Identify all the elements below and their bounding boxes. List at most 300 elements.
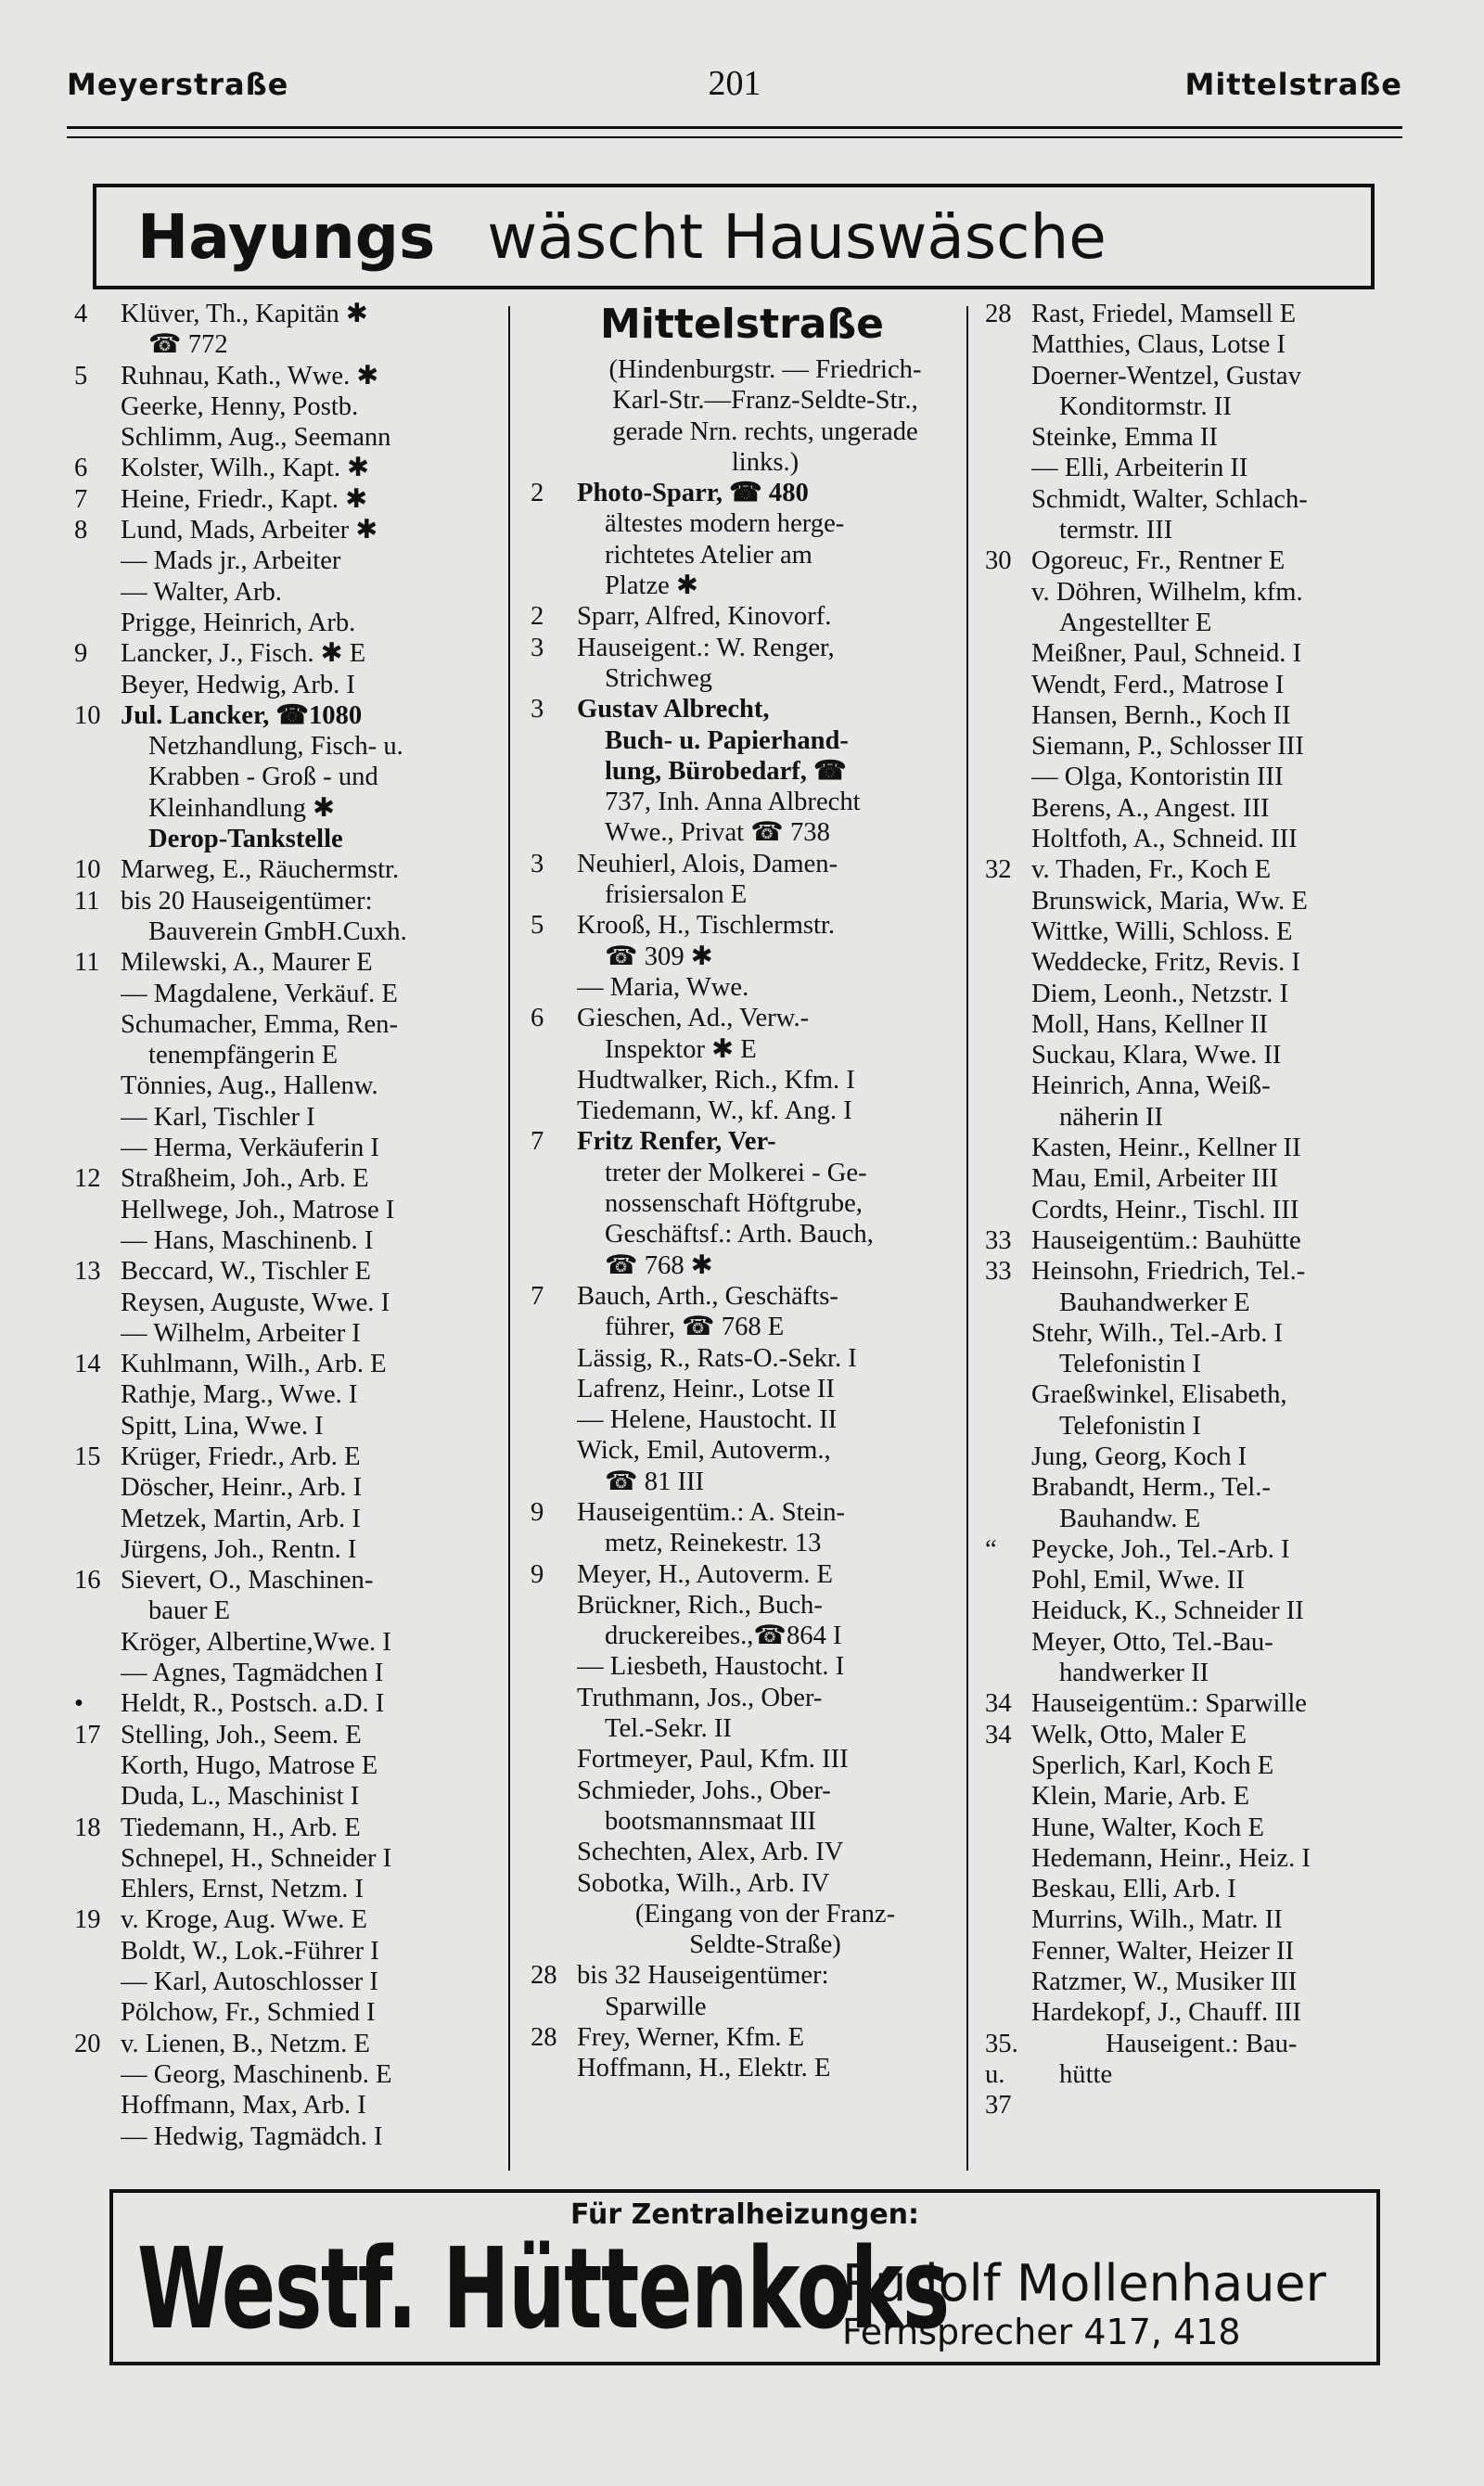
directory-entry: [531, 1374, 953, 1404]
directory-entry: [985, 1843, 1402, 1874]
entry-text: — Magdalene, Verkäuf. E: [121, 979, 398, 1008]
entry-text: Schlimm, Aug., Seemann: [121, 423, 391, 453]
top-advertisement: [93, 184, 1375, 289]
entry-text: Truthmann, Jos., Ober-: [577, 1683, 823, 1712]
house-number: 3: [531, 633, 544, 662]
entry-text: Krüger, Friedr., Arb. E: [121, 1442, 361, 1471]
directory-entry: [531, 663, 953, 694]
directory-entry: [74, 1534, 492, 1565]
entry-text: Bauverein GmbH.Cuxh.: [148, 916, 407, 946]
directory-entry: [74, 1009, 492, 1040]
directory-entry: [985, 1070, 1402, 1101]
directory-entry: [985, 2059, 1402, 2090]
entry-text: Diem, Leonh., Netzstr. I: [1031, 979, 1289, 1008]
directory-entry: [985, 1534, 1402, 1565]
directory-entry: [531, 910, 953, 941]
entry-text: — Karl, Autoschlosser I: [121, 1967, 378, 1997]
house-number: 2: [531, 479, 544, 508]
entry-text: Bauhandwerker E: [1059, 1288, 1250, 1317]
entry-text: Telefonistin I: [1059, 1411, 1201, 1441]
directory-entry: [531, 1992, 953, 2022]
directory-entry: [74, 1225, 492, 1256]
entry-text: Klüver, Th., Kapitän ✱: [121, 300, 368, 328]
directory-entry: [985, 1349, 1402, 1379]
directory-entry: [531, 972, 953, 1003]
entry-text: Hellwege, Joh., Matrose I: [121, 1195, 395, 1224]
house-number: 8: [74, 516, 88, 545]
entry-text: Schnepel, H., Schneider I: [121, 1843, 392, 1873]
entry-text: Pölchow, Fr., Schmied I: [121, 1998, 376, 2028]
directory-entry: [74, 1411, 492, 1442]
directory-entry: [74, 1195, 492, 1225]
page-number: 201: [708, 64, 761, 103]
entry-text: treter der Molkerei - Ge-: [605, 1158, 867, 1187]
directory-column-1: [74, 299, 492, 2172]
directory-entry: [531, 1281, 953, 1312]
house-number: 18: [74, 1813, 101, 1842]
directory-entry: [985, 854, 1402, 885]
entry-text: Hauseigent.: Bau-: [1106, 2029, 1298, 2058]
entry-text: Ratzmer, W., Musiker III: [1031, 1967, 1298, 1997]
entry-text: Wendt, Ferd., Matrose I: [1031, 670, 1285, 699]
entry-text: Telefonistin I: [1059, 1350, 1201, 1379]
directory-entry: [531, 1960, 953, 1991]
directory-entry: [531, 570, 953, 601]
directory-entry: [74, 329, 492, 360]
directory-entry: [985, 916, 1402, 947]
directory-entry: [531, 1590, 953, 1621]
house-number: 7: [74, 484, 88, 514]
directory-entry: [985, 1720, 1402, 1750]
entry-text: Kolster, Wilh., Kapt. ✱: [121, 454, 370, 483]
directory-entry: [74, 1472, 492, 1503]
directory-entry: [985, 1442, 1402, 1472]
directory-entry: [74, 422, 492, 453]
directory-entry: [531, 1034, 953, 1065]
entry-text: Hoffmann, H., Elektr. E: [577, 2054, 831, 2083]
entry-text: — Agnes, Tagmädchen I: [121, 1659, 384, 1688]
house-number: 35. u. 37: [985, 2029, 1018, 2121]
entry-text: — Georg, Maschinenb. E: [121, 2059, 392, 2089]
house-number: 5: [531, 911, 544, 941]
directory-entry: [985, 700, 1402, 731]
entry-text: Sparr, Alfred, Kinovorf.: [577, 602, 832, 632]
entry-text: tenempfängerin E: [148, 1041, 339, 1070]
directory-entry: [531, 1713, 953, 1744]
entry-text: Beyer, Hedwig, Arb. I: [121, 670, 355, 699]
directory-entry: [985, 886, 1402, 916]
directory-entry: [74, 391, 492, 422]
directory-entry: [531, 540, 953, 570]
directory-entry: [985, 608, 1402, 638]
house-number: 10: [74, 855, 101, 885]
entry-text: Wwe., Privat ☎ 738: [605, 818, 830, 848]
directory-entry: [531, 2022, 953, 2053]
directory-entry: [74, 545, 492, 576]
directory-entry: [531, 1096, 953, 1126]
directory-entry: [74, 854, 492, 885]
directory-entry: [74, 886, 492, 916]
house-number: 28: [531, 2023, 557, 2053]
house-number: 12: [74, 1164, 101, 1194]
entry-text: Brunswick, Maria, Ww. E: [1031, 886, 1308, 916]
entry-text: Brückner, Rich., Buch-: [577, 1590, 823, 1620]
entry-text: termstr. III: [1059, 516, 1173, 545]
directory-entry: [531, 694, 953, 724]
entry-text: Klein, Marie, Arb. E: [1031, 1782, 1250, 1812]
house-number: 34: [985, 1720, 1012, 1749]
directory-entry: [74, 700, 492, 731]
directory-entry: [74, 1040, 492, 1070]
house-number: 34: [985, 1689, 1012, 1719]
directory-entry: [74, 1781, 492, 1812]
directory-entry: [531, 1528, 953, 1558]
entry-text: v. Lienen, B., Netzm. E: [121, 2029, 370, 2058]
entry-text: Krooß, H., Tischlermstr.: [577, 911, 836, 941]
entry-text: Beskau, Elli, Arb. I: [1031, 1875, 1236, 1904]
directory-entry: [74, 2029, 492, 2059]
entry-text: Meißner, Paul, Schneid. I: [1031, 639, 1302, 669]
house-number: 11: [74, 886, 100, 916]
entry-text: Photo-Sparr, ☎ 480: [577, 479, 809, 508]
entry-text: Graeßwinkel, Elisabeth,: [1031, 1380, 1287, 1410]
directory-entry: [531, 1651, 953, 1682]
entry-text: Neuhierl, Alois, Damen-: [577, 849, 838, 878]
directory-entry: [985, 1504, 1402, 1534]
directory-entry: [985, 515, 1402, 545]
directory-entry: [531, 416, 953, 447]
entry-text: Marweg, E., Räuchermstr.: [121, 855, 400, 885]
entry-text: v. Döhren, Wilhelm, kfm.: [1031, 577, 1303, 607]
entry-text: — Hans, Maschinenb. I: [121, 1225, 374, 1255]
entry-text: Matthies, Claus, Lotse I: [1031, 330, 1286, 360]
directory-entry: [985, 1318, 1402, 1349]
entry-text: 737, Inh. Anna Albrecht: [605, 788, 861, 817]
directory-entry: [531, 942, 953, 972]
entry-text: Lafrenz, Heinr., Lotse II: [577, 1374, 835, 1403]
entry-text: Wick, Emil, Autoverm.,: [577, 1436, 831, 1466]
directory-entry: [74, 577, 492, 608]
column-divider: [508, 306, 510, 2171]
directory-entry: [74, 793, 492, 824]
directory-entry: [985, 670, 1402, 700]
entry-text: Hoffmann, Max, Arb. I: [121, 2091, 366, 2121]
entry-text: Korth, Hugo, Matrose E: [121, 1750, 378, 1780]
entry-text: ☎ 768 ✱: [605, 1250, 713, 1280]
directory-entry: [531, 2053, 953, 2083]
entry-text: — Hedwig, Tagmädch. I: [121, 2121, 383, 2151]
directory-entry: [74, 1750, 492, 1781]
directory-entry: [985, 1904, 1402, 1935]
directory-entry: [531, 1188, 953, 1219]
directory-entry: [74, 1504, 492, 1534]
directory-entry: [985, 1195, 1402, 1225]
header-left-street: Meyerstraße: [67, 67, 289, 102]
directory-entry: [531, 1158, 953, 1188]
directory-entry: [985, 1781, 1402, 1812]
entry-text: Sievert, O., Maschinen-: [121, 1566, 374, 1595]
directory-entry: [531, 817, 953, 848]
bottom-ad-heading: Für Zentralheizungen:: [569, 2198, 920, 2231]
entry-text: Straßheim, Joh., Arb. E: [121, 1164, 369, 1194]
directory-entry: [531, 385, 953, 416]
entry-text: Kuhlmann, Wilh., Arb. E: [121, 1350, 387, 1379]
entry-text: Murrins, Wilh., Matr. II: [1031, 1905, 1283, 1935]
bottom-ad-product: Westf. Hüttenkoks: [137, 2225, 949, 2354]
entry-text: Heiduck, K., Schneider II: [1031, 1596, 1304, 1626]
directory-entry: [985, 793, 1402, 824]
directory-column-3: [985, 299, 1402, 2172]
entry-text: Heinsohn, Friedrich, Tel.-: [1031, 1257, 1306, 1287]
entry-text: Welk, Otto, Maler E: [1031, 1720, 1247, 1749]
entry-text: Bauhandw. E: [1059, 1504, 1201, 1533]
entry-text: Suckau, Klara, Wwe. II: [1031, 1041, 1282, 1070]
directory-entry: [985, 545, 1402, 576]
directory-entry: [74, 1349, 492, 1379]
directory-entry: [531, 508, 953, 539]
directory-entry: [74, 608, 492, 638]
directory-entry: [531, 1837, 953, 1867]
directory-entry: [985, 1256, 1402, 1287]
entry-text: Hauseigentüm.: A. Stein-: [577, 1497, 846, 1527]
entry-text: Meyer, Otto, Tel.-Bau-: [1031, 1627, 1273, 1657]
entry-text: Frey, Werner, Kfm. E: [577, 2023, 805, 2053]
entry-text: — Olga, Kontoristin III: [1031, 762, 1284, 792]
directory-entry: [531, 879, 953, 910]
directory-entry: [985, 1658, 1402, 1688]
directory-entry: [985, 1009, 1402, 1040]
entry-text: bis 20 Hauseigentümer:: [121, 886, 373, 916]
entry-text: links.): [731, 447, 800, 477]
directory-entry: [985, 1688, 1402, 1719]
directory-entry: [531, 1126, 953, 1157]
house-number: 15: [74, 1442, 101, 1471]
entry-text: — Maria, Wwe.: [577, 972, 749, 1002]
entry-text: Sparwille: [605, 1992, 707, 2021]
entry-text: Mau, Emil, Arbeiter III: [1031, 1164, 1278, 1194]
entry-text: lung, Bürobedarf, ☎: [605, 756, 847, 786]
directory-entry: [985, 577, 1402, 608]
house-number: 28: [985, 300, 1012, 328]
directory-entry: [74, 1720, 492, 1750]
bottom-ad-phone: Fernsprecher 417, 418: [842, 2312, 1241, 2352]
entry-text: Ehlers, Ernst, Netzm. I: [121, 1875, 365, 1904]
entry-text: Schmieder, Johs., Ober-: [577, 1775, 831, 1805]
entry-text: Siemann, P., Schlosser III: [1031, 732, 1304, 762]
directory-entry: [74, 762, 492, 792]
directory-entry: [74, 824, 492, 854]
directory-entry: [74, 299, 492, 329]
house-number: 33: [985, 1257, 1012, 1287]
entry-text: Tel.-Sekr. II: [605, 1714, 732, 1744]
directory-entry: [985, 1565, 1402, 1595]
house-number: 2: [531, 602, 544, 632]
entry-text: Kröger, Albertine,Wwe. I: [121, 1627, 391, 1657]
entry-text: Platze ✱: [605, 571, 698, 601]
house-number: 17: [74, 1720, 101, 1749]
directory-entry: [985, 1936, 1402, 1967]
entry-text: Heinrich, Anna, Weiß-: [1031, 1071, 1271, 1101]
directory-entry: [985, 422, 1402, 453]
directory-entry: [985, 1163, 1402, 1194]
entry-text: Rathje, Marg., Wwe. I: [121, 1380, 358, 1410]
entry-text: Stehr, Wilh., Tel.-Arb. I: [1031, 1318, 1284, 1348]
entry-text: Wittke, Willi, Schloss. E: [1031, 916, 1293, 946]
directory-entry: [531, 725, 953, 756]
directory-entry: [74, 1967, 492, 1997]
house-number: 14: [74, 1350, 101, 1379]
entry-text: Kasten, Heinr., Kellner II: [1031, 1134, 1301, 1163]
directory-entry: [985, 1874, 1402, 1904]
entry-text: frisiersalon E: [605, 880, 748, 910]
directory-entry: [74, 361, 492, 391]
directory-entry: [985, 1133, 1402, 1163]
entry-text: Sobotka, Wilh., Arb. IV: [577, 1868, 830, 1898]
directory-entry: [74, 947, 492, 978]
entry-text: Fritz Renfer, Ver-: [577, 1127, 776, 1157]
entry-text: Berens, A., Angest. III: [1031, 793, 1270, 823]
entry-text: Angestellter E: [1059, 608, 1212, 637]
directory-entry: [531, 1467, 953, 1497]
directory-entry: [531, 1003, 953, 1033]
directory-entry: [74, 638, 492, 669]
entry-text: Lund, Mads, Arbeiter ✱: [121, 516, 378, 545]
directory-entry: [985, 391, 1402, 422]
entry-text: — Wilhelm, Arbeiter I: [121, 1318, 361, 1348]
directory-entry: [531, 1806, 953, 1837]
directory-entry: [74, 2059, 492, 2090]
entry-text: nossenschaft Höftgrube,: [605, 1189, 863, 1219]
entry-text: (Hindenburgstr. — Friedrich-: [608, 355, 922, 384]
directory-entry: [74, 1658, 492, 1688]
house-number: 10: [74, 700, 101, 730]
directory-entry: [985, 1595, 1402, 1626]
entry-text: — Liesbeth, Haustocht. I: [577, 1652, 845, 1682]
house-number: 11: [74, 948, 100, 978]
directory-entry: [74, 1843, 492, 1874]
entry-text: Fenner, Walter, Heizer II: [1031, 1936, 1295, 1966]
house-number: 28: [531, 1961, 557, 1991]
directory-entry: [531, 1868, 953, 1899]
house-number: 19: [74, 1905, 101, 1935]
directory-entry: [74, 484, 492, 515]
entry-text: Jung, Georg, Koch I: [1031, 1442, 1247, 1471]
entry-text: (Eingang von der Franz-: [634, 1899, 896, 1929]
entry-text: Ogoreuc, Fr., Rentner E: [1031, 546, 1286, 576]
directory-entry: [985, 1379, 1402, 1410]
entry-text: Netzhandlung, Fisch- u.: [148, 732, 403, 762]
directory-entry: [985, 1967, 1402, 1997]
directory-entry: [985, 1040, 1402, 1070]
directory-entry: [531, 1343, 953, 1374]
entry-text: bis 32 Hauseigentümer:: [577, 1961, 829, 1991]
directory-entry: [74, 1163, 492, 1194]
directory-column-2: [531, 299, 953, 2172]
bottom-ad-company: Rudolf Mollenhauer: [842, 2254, 1326, 2313]
entry-text: v. Thaden, Fr., Koch E: [1031, 855, 1272, 885]
entry-text: handwerker II: [1059, 1659, 1209, 1688]
entry-text: ältestes modern herge-: [605, 509, 845, 539]
entry-text: — Helene, Haustocht. II: [577, 1405, 838, 1435]
directory-entry: [531, 1250, 953, 1281]
house-number: 4: [74, 300, 88, 328]
house-number: 9: [74, 639, 88, 669]
directory-entry: [74, 1565, 492, 1595]
entry-text: Schechten, Alex, Arb. IV: [577, 1838, 844, 1867]
entry-text: Moll, Hans, Kellner II: [1031, 1009, 1268, 1039]
directory-entry: [531, 849, 953, 879]
entry-text: ☎ 309 ✱: [605, 942, 713, 971]
directory-entry: [74, 1133, 492, 1163]
house-number: 9: [531, 1497, 544, 1527]
entry-text: Karl-Str.—Franz-Seldte-Str.,: [612, 386, 918, 416]
directory-entry: [74, 1595, 492, 1626]
entry-text: Gieschen, Ad., Verw.-: [577, 1004, 810, 1033]
entry-text: Seldte-Straße): [689, 1930, 841, 1960]
directory-entry: [531, 1559, 953, 1590]
column-divider: [966, 306, 968, 2171]
entry-text: Schmidt, Walter, Schlach-: [1031, 484, 1308, 514]
directory-entry: [74, 453, 492, 483]
directory-entry: [74, 1102, 492, 1133]
directory-entry: [74, 979, 492, 1009]
entry-text: Brabandt, Herm., Tel.-: [1031, 1473, 1271, 1503]
entry-text: Metzek, Martin, Arb. I: [121, 1504, 361, 1533]
directory-entry: [985, 299, 1402, 329]
directory-entry: [985, 762, 1402, 792]
street-heading: Mittelstraße: [600, 301, 884, 348]
entry-text: Steinke, Emma II: [1031, 423, 1218, 453]
house-number: 3: [531, 849, 544, 878]
entry-text: Buch- u. Papierhand-: [605, 725, 849, 755]
directory-entry: [985, 329, 1402, 360]
entry-text: — Herma, Verkäuferin I: [121, 1134, 379, 1163]
header-rule: [67, 126, 1402, 129]
directory-entry: [74, 916, 492, 947]
entry-text: Beccard, W., Tischler E: [121, 1257, 372, 1287]
directory-entry: [985, 484, 1402, 515]
entry-text: richtetes Atelier am: [605, 540, 812, 570]
entry-text: Schumacher, Emma, Ren-: [121, 1009, 398, 1039]
entry-text: Ruhnau, Kath., Wwe. ✱: [121, 361, 379, 391]
directory-entry: [74, 1288, 492, 1318]
house-number: 3: [531, 695, 544, 724]
directory-entry: [531, 1775, 953, 1806]
house-number: 20: [74, 2029, 101, 2058]
directory-entry: [985, 1225, 1402, 1256]
entry-text: Rast, Friedel, Mamsell E: [1031, 300, 1297, 328]
directory-entry: [531, 1621, 953, 1651]
entry-text: Lässig, R., Rats-O.-Sekr. I: [577, 1343, 857, 1373]
header-rule-thin: [67, 136, 1402, 138]
entry-text: Geschäftsf.: Arth. Bauch,: [605, 1220, 874, 1249]
house-number: 32: [985, 855, 1012, 885]
directory-entry: [531, 1435, 953, 1466]
directory-entry: [985, 638, 1402, 669]
entry-text: Duda, L., Maschinist I: [121, 1782, 360, 1812]
entry-text: Prigge, Heinrich, Arb.: [121, 608, 356, 637]
entry-text: — Mads jr., Arbeiter: [121, 546, 341, 576]
entry-text: führer, ☎ 768 E: [605, 1313, 785, 1342]
entry-text: Strichweg: [605, 663, 712, 693]
directory-entry: [74, 1997, 492, 2028]
entry-text: Jul. Lancker, ☎1080: [121, 700, 363, 730]
directory-entry: [531, 1404, 953, 1435]
entry-text: Hune, Walter, Koch E: [1031, 1813, 1264, 1842]
entry-text: Spitt, Lina, Wwe. I: [121, 1411, 324, 1441]
entry-text: Milewski, A., Maurer E: [121, 948, 373, 978]
directory-entry: [985, 1411, 1402, 1442]
